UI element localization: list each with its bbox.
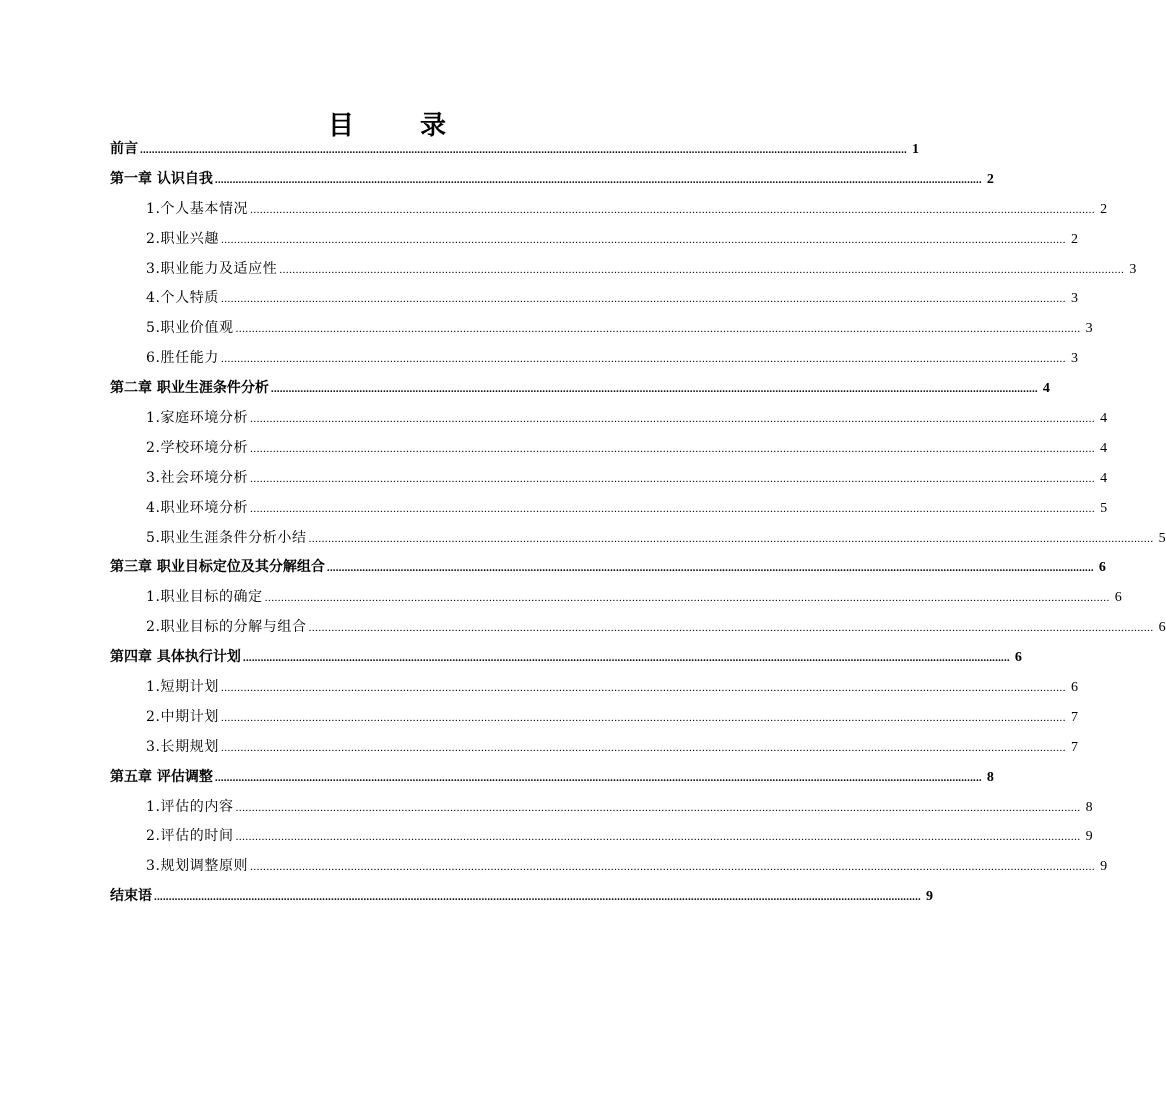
- toc-section-entry[interactable]: [110, 585, 1122, 615]
- toc-entry-label: 2.中期计划: [146, 708, 219, 725]
- toc-entry-label: 3.职业能力及适应性: [146, 260, 278, 277]
- toc-entry-label: 5.职业价值观: [146, 320, 234, 337]
- toc-entry-label: 6.胜任能力: [146, 350, 219, 367]
- dot-leader: ....................................................................................................................................................................................................................................................................: [220, 682, 1066, 695]
- toc-page-number: 2: [986, 171, 994, 187]
- toc-page-number: 4: [1100, 470, 1108, 486]
- toc-chapter-entry[interactable]: [110, 376, 1050, 406]
- dot-leader: ....................................................................................................................................................................................................................................................................: [220, 233, 1066, 246]
- toc-page-number: 6: [1158, 620, 1166, 636]
- toc-chapter-entry[interactable]: [110, 555, 1106, 585]
- toc-page-number: 4: [1042, 381, 1050, 397]
- toc-section-entry[interactable]: [110, 227, 1078, 257]
- toc-entry-label: 1.短期计划: [146, 679, 219, 696]
- dot-leader: ....................................................................................................................................................................................................................................................................: [220, 741, 1066, 754]
- toc-page-number: 6: [1014, 650, 1022, 666]
- toc-section-entry[interactable]: [110, 466, 1108, 496]
- toc-section-entry[interactable]: [110, 705, 1078, 735]
- toc-entry-label: 2.评估的时间: [146, 828, 234, 845]
- toc-section-entry[interactable]: [110, 675, 1078, 705]
- toc-entry-label: 2.职业目标的分解与组合: [146, 619, 307, 636]
- toc-section-entry[interactable]: [110, 406, 1108, 436]
- toc-page-number: 2: [1070, 231, 1078, 247]
- toc-entry-label: 4.职业环境分析: [146, 499, 249, 516]
- toc-entry-label: 2.职业兴趣: [146, 230, 219, 247]
- toc-section-entry[interactable]: [110, 436, 1108, 466]
- toc-chapter-entry[interactable]: [110, 884, 933, 914]
- toc-page-number: 2: [1100, 201, 1108, 217]
- dot-leader: ....................................................................................................................................................................................................................................................................: [235, 801, 1081, 814]
- toc-page-number: 3: [1129, 261, 1137, 277]
- toc-chapter-entry[interactable]: [110, 167, 994, 197]
- dot-leader: ....................................................................................................................................................................................................................................................................: [154, 891, 921, 904]
- toc-section-entry[interactable]: [110, 854, 1108, 884]
- toc-page-number: 9: [1100, 859, 1108, 875]
- dot-leader: ....................................................................................................................................................................................................................................................................: [214, 771, 982, 784]
- toc-section-entry[interactable]: [110, 526, 1166, 556]
- dot-leader: ....................................................................................................................................................................................................................................................................: [242, 652, 1010, 665]
- toc-section-entry[interactable]: [110, 824, 1093, 854]
- toc-page-number: 5: [1158, 530, 1166, 546]
- dot-leader: ....................................................................................................................................................................................................................................................................: [250, 442, 1096, 455]
- toc-page-number: 5: [1100, 500, 1108, 516]
- dot-leader: ....................................................................................................................................................................................................................................................................: [235, 831, 1081, 844]
- dot-leader: ....................................................................................................................................................................................................................................................................: [250, 861, 1096, 874]
- dot-leader: ....................................................................................................................................................................................................................................................................: [308, 622, 1154, 635]
- toc-entry-label: 1.职业目标的确定: [146, 589, 263, 606]
- dot-leader: ....................................................................................................................................................................................................................................................................: [250, 413, 1096, 426]
- toc-page-number: 4: [1100, 411, 1108, 427]
- dot-leader: ....................................................................................................................................................................................................................................................................: [220, 711, 1066, 724]
- toc-page-number: 3: [1070, 351, 1078, 367]
- dot-leader: ....................................................................................................................................................................................................................................................................: [270, 383, 1038, 396]
- toc-entry-label: 3.社会环境分析: [146, 469, 249, 486]
- toc-page-number: 3: [1070, 291, 1078, 307]
- toc-entry-label: 1.家庭环境分析: [146, 410, 249, 427]
- toc-entry-label: 2.学校环境分析: [146, 439, 249, 456]
- toc-section-entry[interactable]: [110, 615, 1166, 645]
- toc-entry-label: 第二章 职业生涯条件分析: [110, 380, 269, 397]
- toc-section-entry[interactable]: [110, 496, 1108, 526]
- toc-section-entry[interactable]: [110, 346, 1078, 376]
- toc-entry-label: 第一章 认识自我: [110, 170, 213, 187]
- dot-leader: ....................................................................................................................................................................................................................................................................: [214, 173, 982, 186]
- dot-leader: ....................................................................................................................................................................................................................................................................: [308, 532, 1154, 545]
- toc-page-number: 4: [1100, 440, 1108, 456]
- toc-page-number: 3: [1085, 321, 1093, 337]
- toc-entry-label: 1.评估的内容: [146, 798, 234, 815]
- page-title: 目 录: [327, 111, 466, 142]
- toc-page-number: 9: [1085, 829, 1093, 845]
- dot-leader: ....................................................................................................................................................................................................................................................................: [220, 353, 1066, 366]
- toc-chapter-entry[interactable]: [110, 645, 1022, 675]
- dot-leader: ....................................................................................................................................................................................................................................................................: [250, 203, 1096, 216]
- dot-leader: ....................................................................................................................................................................................................................................................................: [235, 323, 1081, 336]
- dot-leader: ....................................................................................................................................................................................................................................................................: [250, 502, 1096, 515]
- dot-leader: ....................................................................................................................................................................................................................................................................: [140, 144, 907, 156]
- dot-leader: ....................................................................................................................................................................................................................................................................: [326, 562, 1094, 575]
- toc-entry-label: 结束语: [110, 888, 152, 905]
- toc-entry-label: 第三章 职业目标定位及其分解组合: [110, 559, 325, 576]
- dot-leader: ....................................................................................................................................................................................................................................................................: [279, 263, 1125, 276]
- dot-leader: ....................................................................................................................................................................................................................................................................: [220, 293, 1066, 306]
- toc-entry-label: 3.规划调整原则: [146, 858, 249, 875]
- table-of-contents: [110, 137, 1166, 914]
- toc-page-number: 9: [926, 889, 933, 905]
- toc-chapter-entry[interactable]: [110, 765, 994, 795]
- toc-section-entry[interactable]: [110, 286, 1078, 316]
- toc-page-number: 8: [986, 769, 994, 785]
- toc-entry-label: 5.职业生涯条件分析小结: [146, 529, 307, 546]
- toc-entry-label: 第五章 评估调整: [110, 768, 213, 785]
- toc-page-number: 7: [1070, 739, 1078, 755]
- toc-entry-label: 第四章 具体执行计划: [110, 649, 241, 666]
- toc-page-number: 6: [1070, 680, 1078, 696]
- toc-section-entry[interactable]: [110, 197, 1108, 227]
- toc-entry-label: 4.个人特质: [146, 290, 219, 307]
- toc-section-entry[interactable]: [110, 735, 1078, 765]
- toc-section-entry[interactable]: [110, 795, 1093, 825]
- toc-page-number: 6: [1114, 590, 1122, 606]
- toc-entry-label: 1.个人基本情况: [146, 200, 249, 217]
- toc-page-number: 7: [1070, 709, 1078, 725]
- dot-leader: ....................................................................................................................................................................................................................................................................: [264, 592, 1110, 605]
- toc-entry-label: 前言: [110, 141, 138, 157]
- toc-page-number: 6: [1098, 560, 1106, 576]
- toc-section-entry[interactable]: [110, 257, 1137, 287]
- dot-leader: ....................................................................................................................................................................................................................................................................: [250, 472, 1096, 485]
- toc-chapter-entry[interactable]: [110, 137, 919, 167]
- toc-page-number: 8: [1085, 799, 1093, 815]
- toc-entry-label: 3.长期规划: [146, 738, 219, 755]
- toc-page-number: 1: [912, 142, 919, 157]
- toc-section-entry[interactable]: [110, 316, 1093, 346]
